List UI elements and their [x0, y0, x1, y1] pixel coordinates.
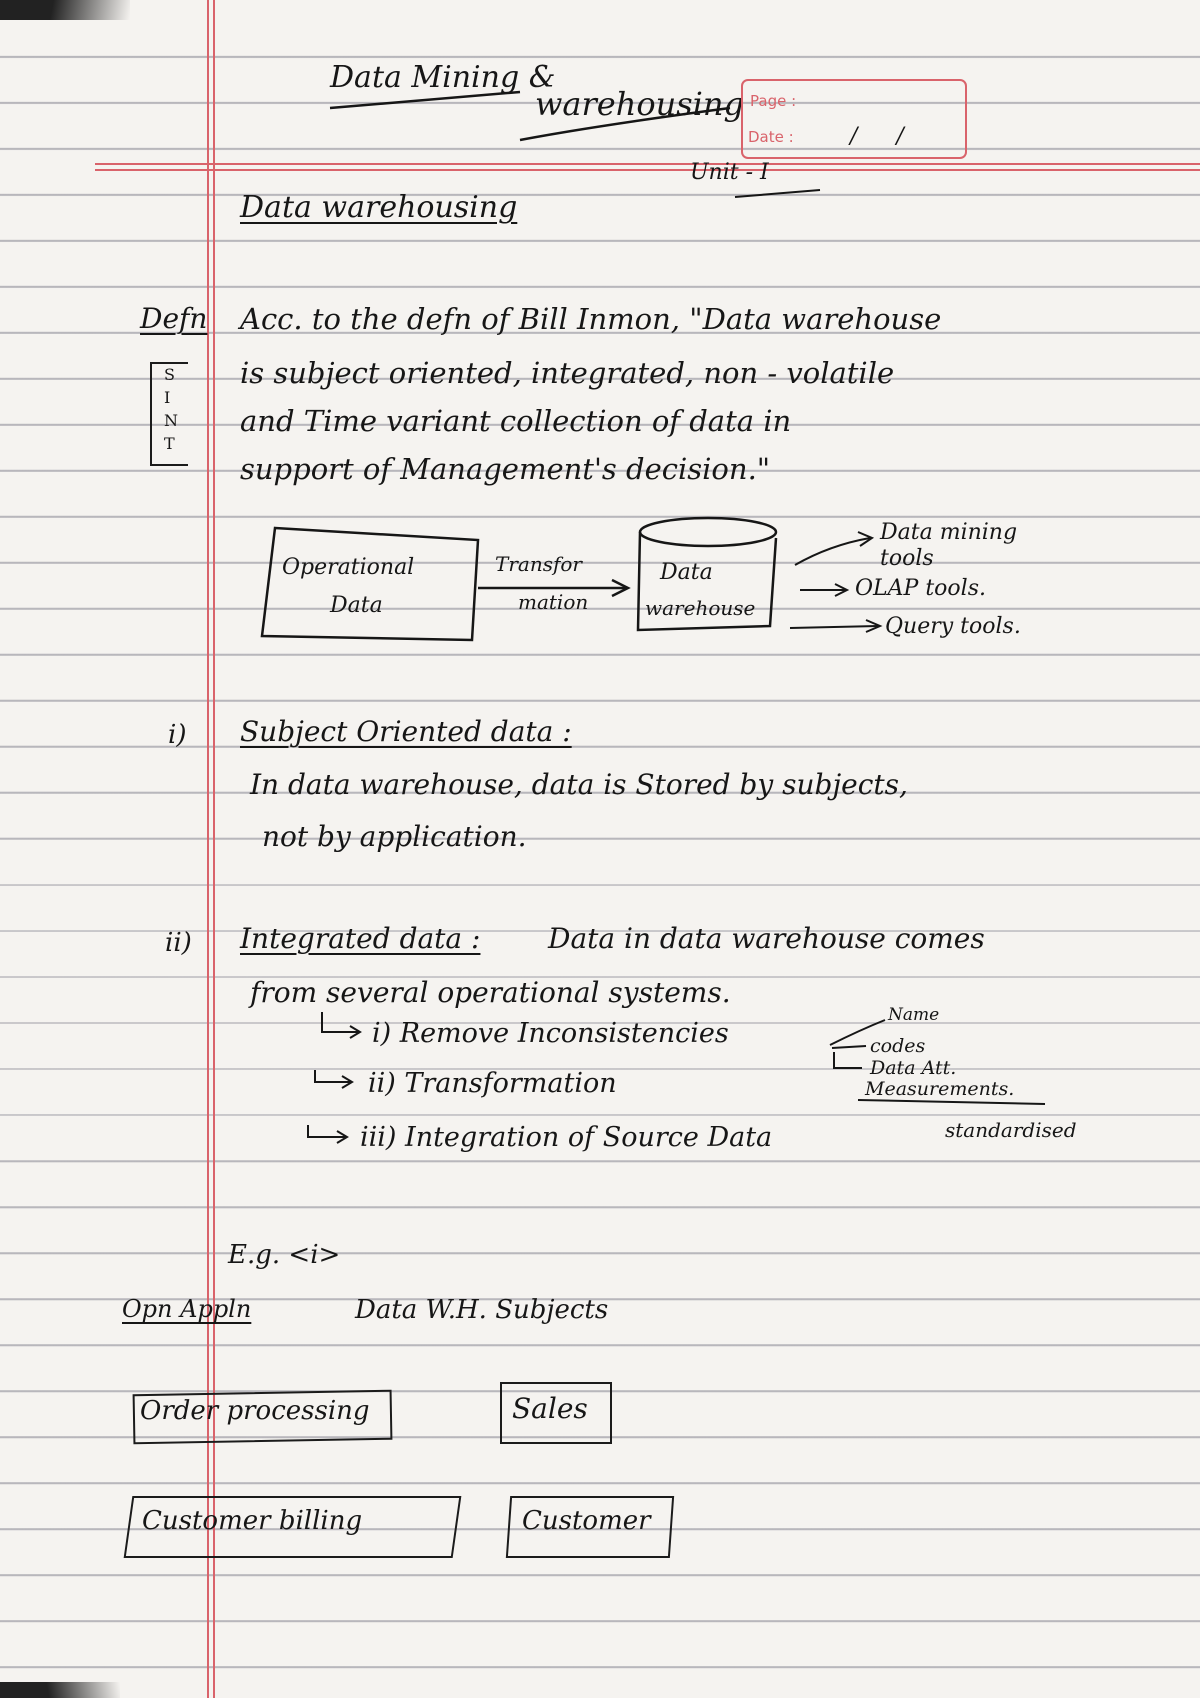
title-line-1: Data Mining & — [330, 60, 556, 95]
point-1-line-2: not by application. — [262, 820, 527, 853]
side-item-measurements: Measurements. — [865, 1078, 1015, 1100]
page-label: Page : — [750, 92, 797, 110]
mnemonic-s: S — [164, 365, 175, 384]
point-1-marker: i) — [168, 720, 187, 750]
example-label: E.g. <i> — [228, 1240, 341, 1270]
side-note-standardised: standardised — [945, 1118, 1077, 1142]
side-item-codes: codes — [870, 1035, 926, 1057]
unit-label: Unit - I — [690, 160, 769, 185]
mnemonic-t: T — [164, 434, 175, 453]
sub-item-1: i) Remove Inconsistencies — [372, 1018, 729, 1049]
transformation-label-2: mation — [518, 590, 589, 614]
transformation-label-1: Transfor — [495, 552, 582, 576]
output-olap: OLAP tools. — [855, 576, 986, 601]
sub-item-2: ii) Transformation — [368, 1068, 617, 1099]
operational-label-1: Operational — [282, 555, 415, 580]
output-query: Query tools. — [885, 614, 1021, 639]
section-title: Data warehousing — [240, 190, 518, 225]
definition-tag: Defn — [140, 302, 208, 335]
point-2-marker: ii) — [165, 928, 192, 958]
date-label: Date : — [748, 128, 794, 146]
point-2-line-1-rest: Data in data warehouse comes — [548, 922, 985, 955]
definition-line-3: and Time variant collection of data in — [240, 404, 792, 438]
point-1-heading: Subject Oriented data : — [240, 715, 572, 748]
side-item-data-att: Data Att. — [870, 1057, 957, 1079]
point-2-line-2: from several operational systems. — [250, 976, 731, 1009]
date-value: / / — [850, 124, 904, 149]
point-2-heading: Integrated data : — [240, 922, 481, 955]
warehouse-label-2: warehouse — [645, 596, 756, 620]
title-line-2: warehousing — [535, 85, 744, 123]
order-processing-label: Order processing — [140, 1396, 370, 1426]
mnemonic-i: I — [164, 388, 171, 407]
side-item-name: Name — [888, 1005, 940, 1025]
definition-line-2: is subject oriented, integrated, non - volatile — [240, 356, 895, 390]
left-heading: Opn Appln — [122, 1295, 252, 1323]
customer-billing-label: Customer billing — [142, 1506, 363, 1536]
point-1-line-1: In data warehouse, data is Stored by subjects, — [250, 768, 908, 801]
mnemonic-n: N — [164, 411, 178, 430]
definition-line-1: Acc. to the defn of Bill Inmon, "Data warehouse — [240, 302, 942, 336]
sub-item-3: iii) Integration of Source Data — [360, 1122, 773, 1153]
sales-label: Sales — [512, 1392, 588, 1425]
right-heading-data: Data W.H. Subjects — [355, 1295, 609, 1325]
customer-label: Customer — [522, 1506, 651, 1536]
definition-line-4: support of Management's decision." — [240, 452, 771, 486]
operational-label-2: Data — [330, 593, 383, 618]
warehouse-label-1: Data — [660, 560, 713, 585]
output-data-mining: Data mining tools — [880, 520, 1018, 571]
